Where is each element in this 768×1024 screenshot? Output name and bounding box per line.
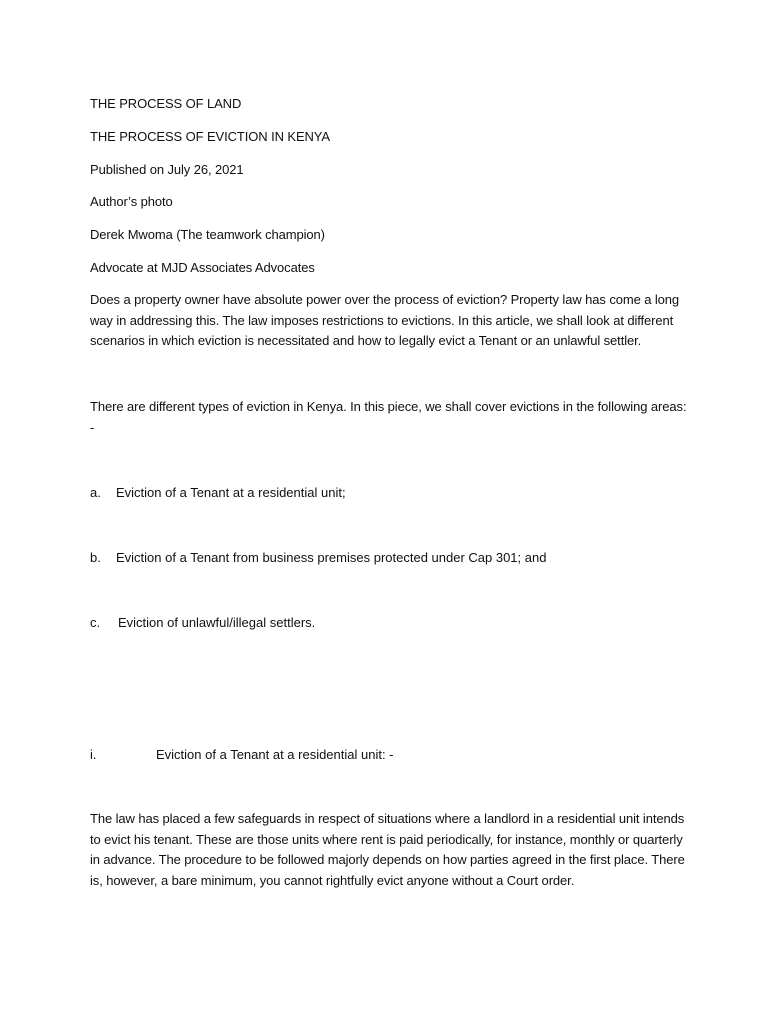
section-marker: i. <box>90 747 97 762</box>
list-item-b <box>90 548 546 568</box>
types-paragraph: There are different types of eviction in Kenya. In this piece, we shall cover evictions in the following areas: - <box>90 399 687 435</box>
safeguards-paragraph: The law has placed a few safeguards in respect of situations where a landlord in a residential unit intends to evict his tenant. These are those units where rent is paid periodically, for instance, monthly or quarterly in advance. The procedure to be followed majorly depends on how parties agreed in the first place. There is, however, a bare minimum, you cannot rightfully evict anyone without a Court order. <box>90 811 685 888</box>
author-role: Advocate at MJD Associates Advocates <box>90 260 315 275</box>
heading-process-of-land: THE PROCESS OF LAND <box>90 96 242 111</box>
list-item-text: Eviction of a Tenant at a residential unit; <box>116 485 346 500</box>
list-item-c <box>90 613 315 633</box>
intro-paragraph: Does a property owner have absolute power over the process of eviction? Property law has come a long way in addressing this. The law imposes restrictions to evictions. In this article, we shall look at different scenarios in which eviction is necessitated and how to legally evict a Tenant or an unlawful settler. <box>90 292 680 348</box>
list-marker: b. <box>90 550 101 565</box>
author-photo-label: Author’s photo <box>90 194 173 209</box>
list-item-a <box>90 483 346 503</box>
list-marker: a. <box>90 485 101 500</box>
section-heading-text: Eviction of a Tenant at a residential unit: - <box>156 747 394 762</box>
list-item-text: Eviction of unlawful/illegal settlers. <box>118 615 316 630</box>
author-name: Derek Mwoma (The teamwork champion) <box>90 227 325 242</box>
list-item-text: Eviction of a Tenant from business premises protected under Cap 301; and <box>116 550 547 565</box>
section-i-heading <box>90 745 394 765</box>
heading-process-of-eviction: THE PROCESS OF EVICTION IN KENYA <box>90 129 330 144</box>
published-date: Published on July 26, 2021 <box>90 162 244 177</box>
list-marker: c. <box>90 615 101 630</box>
